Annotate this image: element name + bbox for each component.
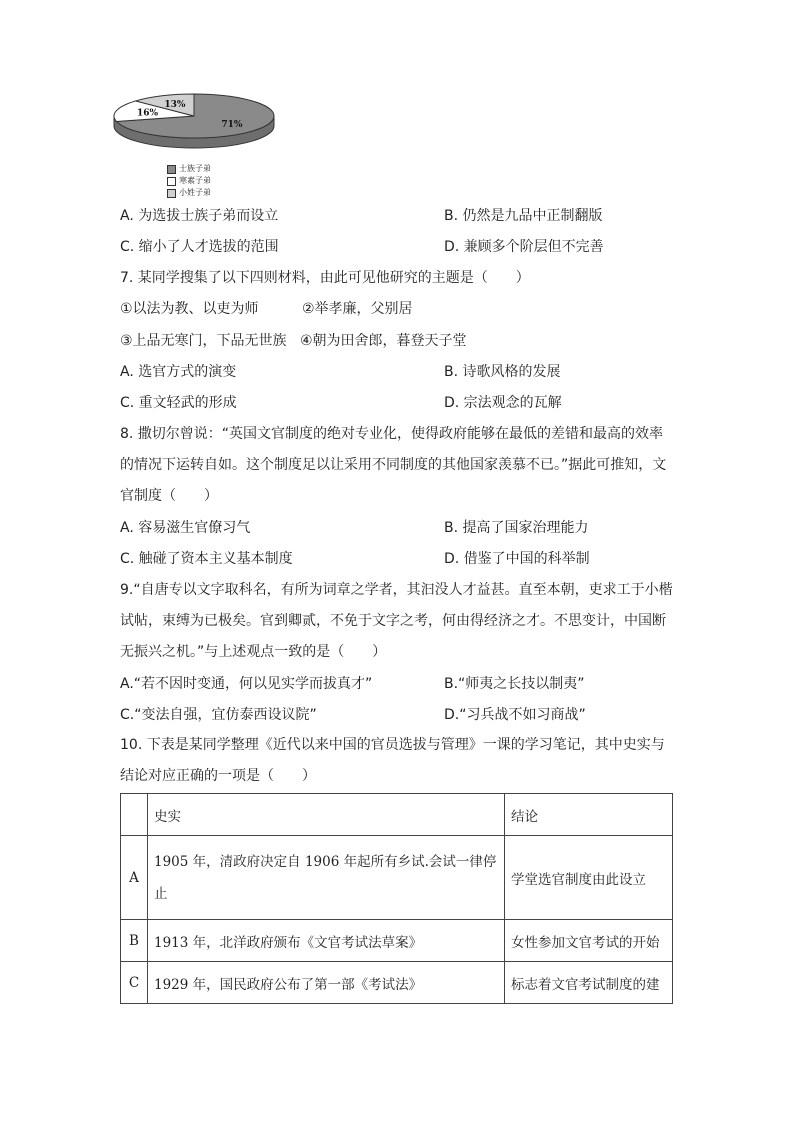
legend-item-hansu — [167, 176, 211, 186]
q8-option-a: A. 容易滋生官僚习气 — [120, 520, 251, 536]
q6-option-d: D. 兼顾多个阶层但不完善 — [444, 239, 604, 255]
table-cell-fact: 1929 年，国民政府公布了第一部《考试法》 — [148, 962, 505, 1004]
q10-table — [120, 793, 673, 1004]
legend-item-shizu — [167, 164, 211, 174]
pie-data-label: 71% — [221, 120, 243, 131]
q10-stem: 10. 下表是某同学整理《近代以来中国的官员选拔与管理》一课的学习笔记，其中史实与结论对应正确的一项是（ ） — [120, 737, 665, 784]
pie-data-label: 13% — [164, 99, 186, 110]
q7-material-2: ②举孝廉，父别居 — [302, 301, 413, 317]
q6-option-a: A. 为选拔士族子弟而设立 — [120, 208, 279, 224]
table-cell-fact: 1913 年，北洋政府颁布《文官考试法草案》 — [148, 920, 505, 962]
q7-option-b: B. 诗歌风格的发展 — [444, 364, 561, 380]
q8-option-c: C. 触碰了资本主义基本制度 — [120, 551, 293, 567]
q9-option-a: A.“若不因时变通，何以见实学而拔真才” — [120, 676, 373, 692]
legend-label: 寒素子弟 — [179, 176, 211, 185]
table-cell-label: C — [121, 962, 148, 1004]
q9-stem: 9.“自唐专以文字取科名，有所为词章之学者，其汩没人才益甚。直至本朝，吏求工于小楷试帖，束缚为已极矣。官到卿贰，不免于文字之考，何由得经济之才。不思变计，中国断无振兴之机。”与上述观点一致的是（ ） — [120, 582, 673, 660]
table-header-cell: 结论 — [505, 794, 673, 836]
legend-swatch — [167, 189, 176, 198]
legend-swatch — [167, 165, 176, 174]
legend-swatch — [167, 177, 176, 186]
q7-option-d: D. 宗法观念的瓦解 — [444, 395, 562, 411]
table-cell-conclusion: 标志着文官考试制度的建 — [505, 962, 673, 1004]
table-row — [121, 920, 673, 962]
q7-material-1: ①以法为教、以吏为师 — [120, 301, 259, 317]
table-header-cell: 史实 — [148, 794, 505, 836]
legend-label: 士族子弟 — [179, 164, 211, 173]
table-header-row — [121, 794, 673, 836]
q7-option-c: C. 重文轻武的形成 — [120, 395, 237, 411]
table-header-cell — [121, 794, 148, 836]
table-row — [121, 836, 673, 920]
q8-stem: 8. 撒切尔曾说：“英国文官制度的绝对专业化，使得政府能够在最低的差错和最高的效率的情况下运转自如。这个制度足以让采用不同制度的其他国家羡慕不已。”据此可推知，文官制度（ ） — [120, 426, 667, 504]
q8-option-b: B. 提高了国家治理能力 — [444, 520, 589, 536]
q6-option-b: B. 仍然是九品中正制翻版 — [444, 208, 603, 224]
legend-label: 小姓子弟 — [179, 188, 211, 197]
q7-material-4: ④朝为田舍郎，暮登天子堂 — [300, 333, 467, 349]
q9-option-b: B.“师夷之长技以制夷” — [444, 676, 585, 692]
pie-chart — [112, 92, 282, 167]
q7-material-3: ③上品无寒门，下品无世族 — [120, 333, 287, 349]
q9-option-c: C.“变法自强，宜仿泰西设议院” — [120, 707, 317, 723]
legend-item-xiaoxing — [167, 188, 211, 198]
table-cell-conclusion: 女性参加文官考试的开始 — [505, 920, 673, 962]
q6-option-c: C. 缩小了人才选拔的范围 — [120, 239, 279, 255]
q7-option-a: A. 选官方式的演变 — [120, 364, 237, 380]
table-cell-label: B — [121, 920, 148, 962]
pie-data-label: 16% — [136, 108, 159, 119]
q9-option-d: D.“习兵战不如习商战” — [444, 707, 586, 723]
q8-option-d: D. 借鉴了中国的科举制 — [444, 551, 590, 567]
table-cell-conclusion: 学堂选官制度由此设立 — [505, 836, 673, 920]
table-cell-label: A — [121, 836, 148, 920]
q7-stem: 7. 某同学搜集了以下四则材料，由此可见他研究的主题是（ ） — [120, 270, 530, 286]
table-row — [121, 962, 673, 1004]
table-cell-fact: 1905 年，清政府决定自 1906 年起所有乡试.会试一律停止 — [148, 836, 505, 920]
